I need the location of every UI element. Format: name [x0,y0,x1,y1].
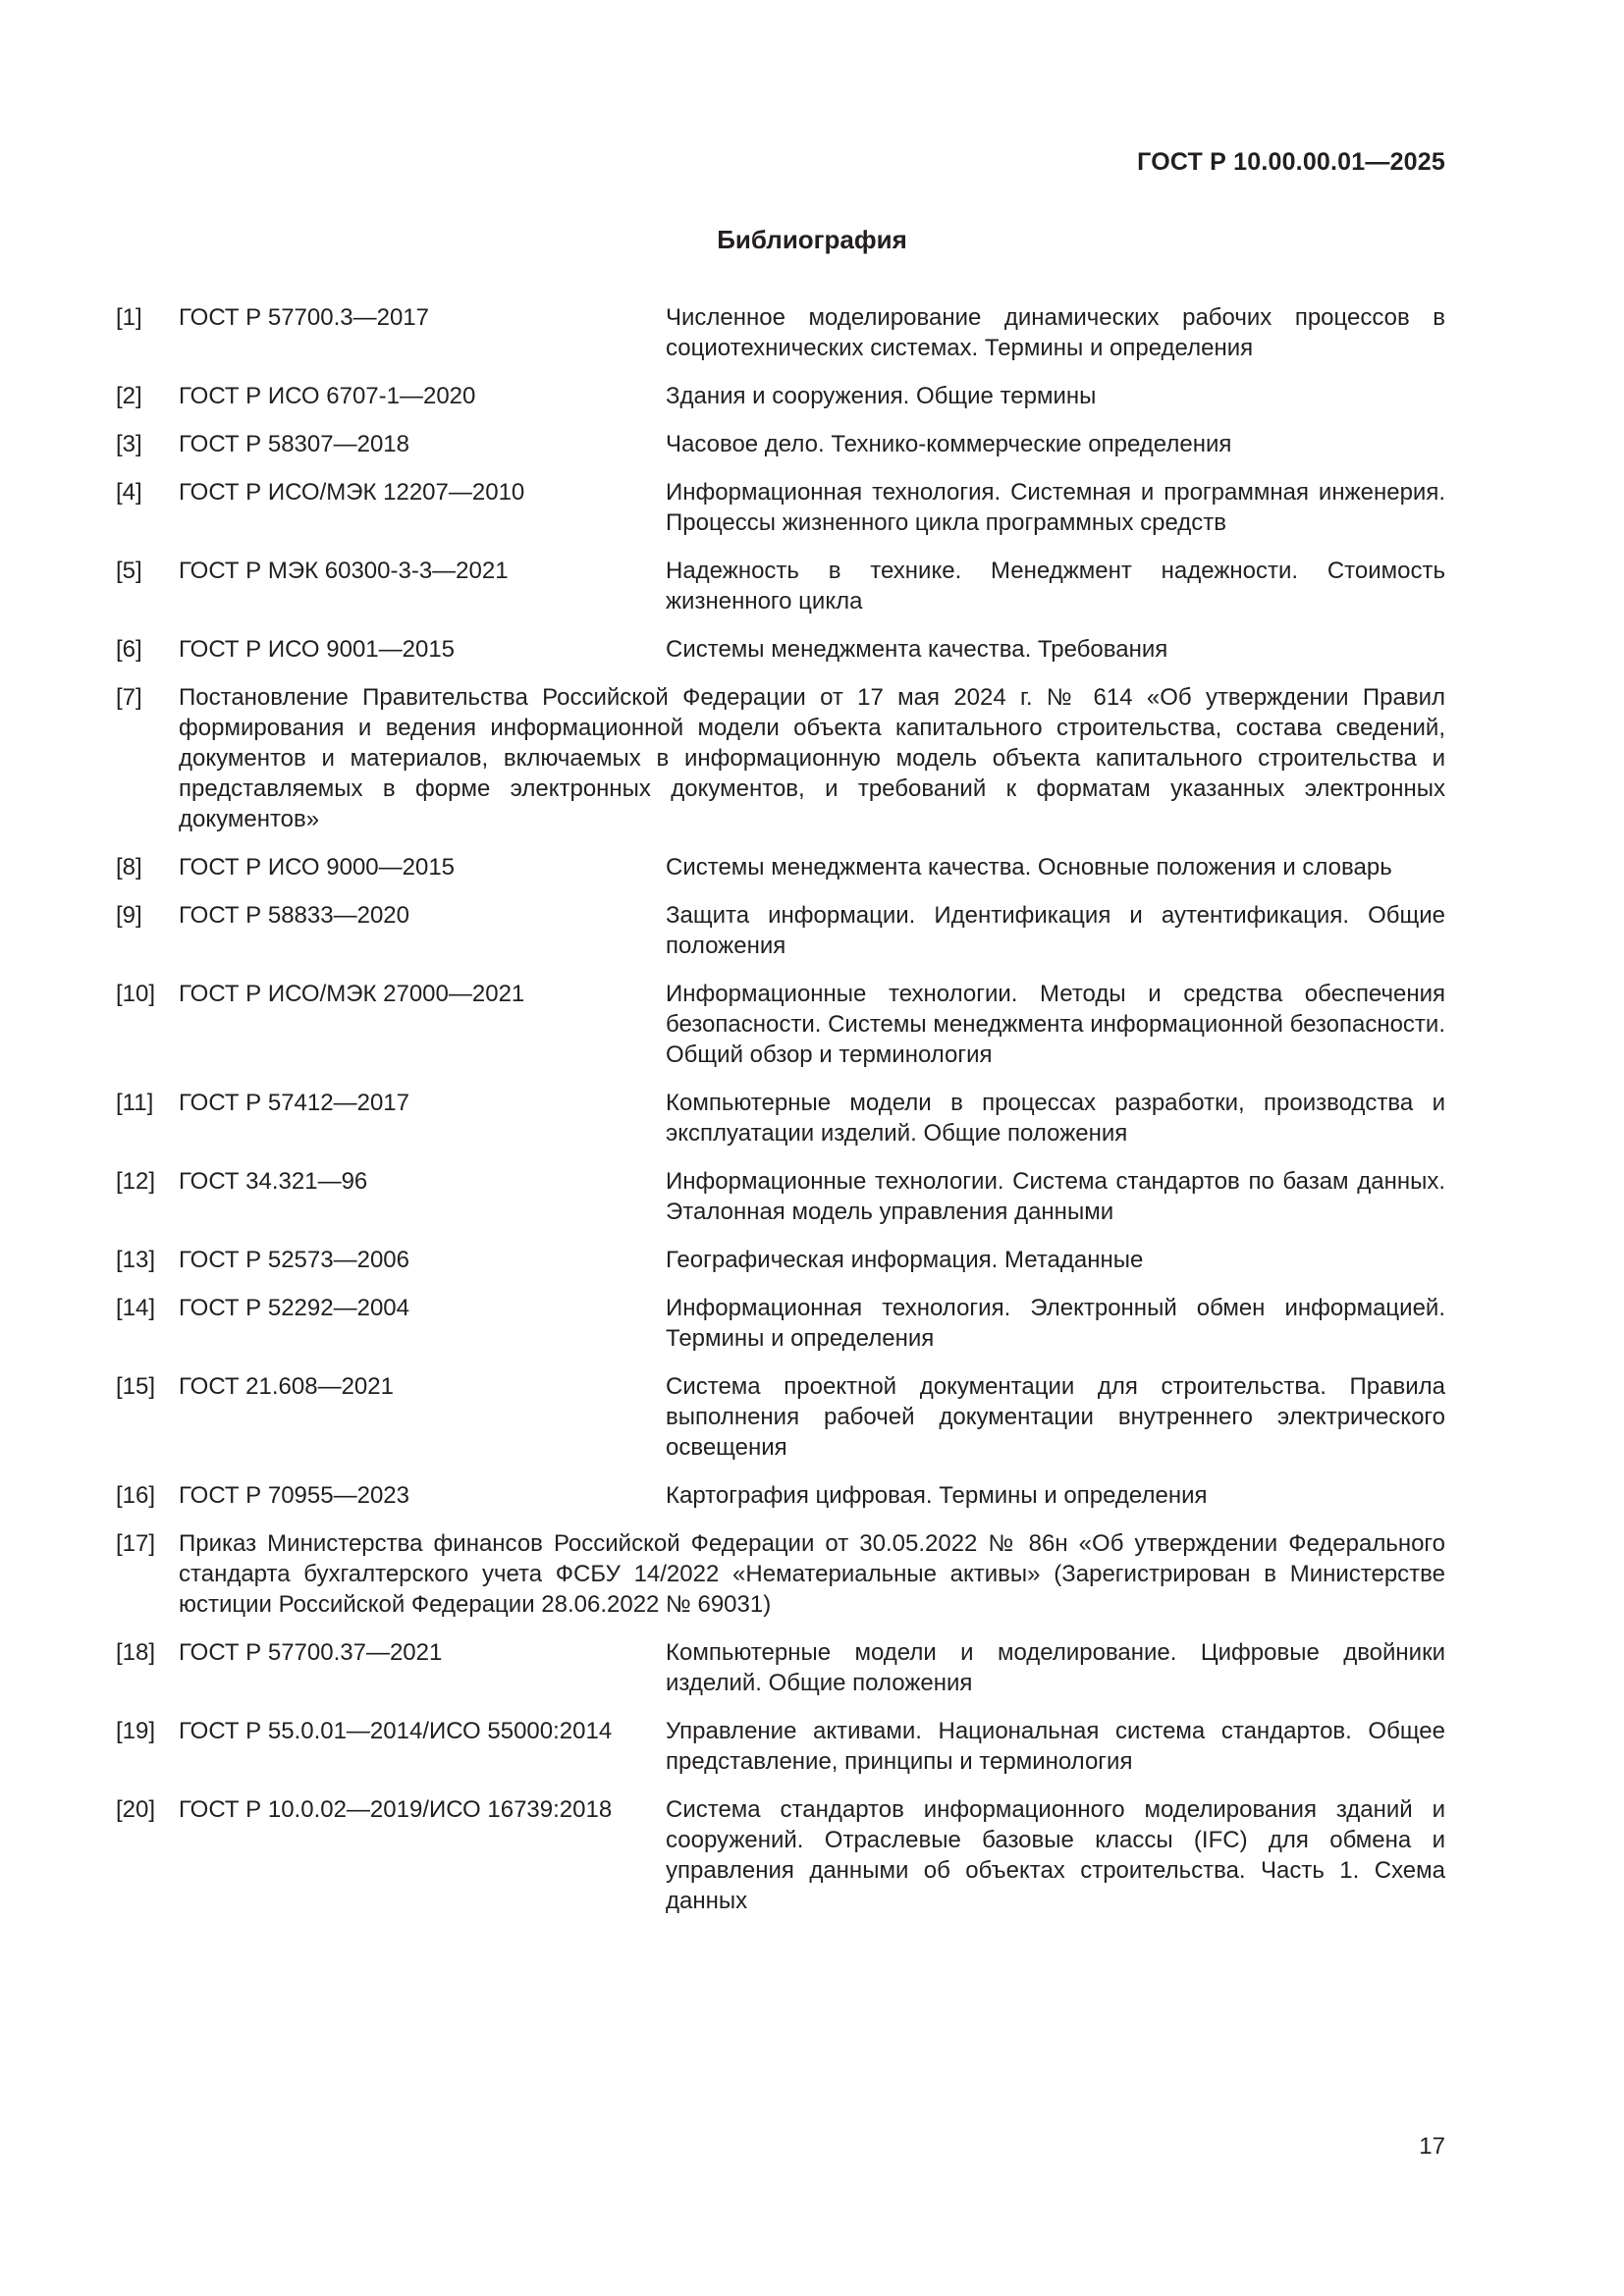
reference-number: [17] [116,1530,156,1557]
reference-title: Информационная технология. Системная и программная инженерия. Процессы жизненного цикла программных средств [666,479,1445,536]
reference-code: ГОСТ Р ИСО 9001—2015 [179,636,456,663]
reference-number: [15] [116,1373,156,1400]
reference-code: ГОСТ Р 10.0.02—2019/ИСО 16739:2018 [179,1796,613,1823]
reference-title: Защита информации. Идентификация и аутентификация. Общие положения [666,902,1445,959]
reference-number: [20] [116,1796,156,1823]
reference-title: Информационная технология. Электронный обмен информацией. Термины и определения [666,1295,1445,1352]
reference-number: [16] [116,1482,156,1509]
reference-number: [18] [116,1639,156,1666]
reference-number: [4] [116,479,142,506]
reference-code: ГОСТ Р 57412—2017 [179,1090,409,1116]
reference-code: ГОСТ Р 57700.37—2021 [179,1639,443,1666]
reference-title: Географическая информация. Метаданные [666,1247,1144,1273]
reference-title: Система проектной документации для строительства. Правила выполнения рабочей документации внутреннего электрического освещения [666,1373,1445,1461]
reference-title: Информационные технологии. Система стандартов по базам данных. Эталонная модель управления данными [666,1168,1445,1225]
reference-item [116,302,1445,363]
reference-title: Системы менеджмента качества. Основные положения и словарь [666,854,1392,881]
reference-full-text: Постановление Правительства Российской Федерации от 17 мая 2024 г. № 614 «Об утверждении Правил формирования и ведения информационной модели объекта капитального строительства, состава сведений, документов и материалов, включаемых в информационную модель объекта капитального строительства и представляемых в форме электронных документов, и требований к форматам указанных электронных документов» [179,684,1445,832]
reference-title: Численное моделирование динамических рабочих процессов в социотехнических системах. Термины и определения [666,304,1445,361]
reference-full-text: Приказ Министерства финансов Российской Федерации от 30.05.2022 № 86н «Об утверждении Федерального стандарта бухгалтерского учета ФСБУ 14/2022 «Нематериальные активы» (Зарегистрирован в Министерстве юстиции Российской Федерации 28.06.2022 № 69031) [179,1530,1445,1618]
reference-number: [11] [116,1090,154,1116]
reference-item [116,381,1445,411]
reference-number: [8] [116,854,142,881]
page-title: Библиография [717,225,907,254]
reference-code: ГОСТ Р 70955—2023 [179,1482,409,1509]
reference-code: ГОСТ Р ИСО 9000—2015 [179,854,456,881]
reference-number: [3] [116,431,142,457]
reference-item [116,1166,1445,1227]
reference-item [116,979,1445,1070]
document-id: ГОСТ Р 10.00.00.01—2025 [1137,148,1445,176]
reference-item [116,556,1445,616]
reference-code: ГОСТ Р 58833—2020 [179,902,409,929]
reference-item [116,900,1445,961]
reference-code: ГОСТ 34.321—96 [179,1168,368,1195]
reference-number: [12] [116,1168,156,1195]
reference-item [116,429,1445,459]
reference-code: ГОСТ Р 58307—2018 [179,431,409,457]
reference-item [116,1716,1445,1777]
reference-number: [13] [116,1247,156,1273]
reference-number: [1] [116,304,142,331]
reference-code: ГОСТ Р МЭК 60300-3-3—2021 [179,558,509,584]
bibliography-list [116,302,1445,1934]
reference-number: [19] [116,1718,156,1744]
reference-code: ГОСТ Р ИСО 6707-1—2020 [179,383,476,409]
reference-title: Система стандартов информационного моделирования зданий и сооружений. Отраслевые базовые классы (IFC) для обмена и управления данными об объектах строительства. Часть 1. Схема данных [666,1796,1445,1914]
reference-item [116,634,1445,665]
reference-number: [9] [116,902,142,929]
reference-item [116,852,1445,882]
reference-code: ГОСТ Р 52292—2004 [179,1295,409,1321]
reference-title: Компьютерные модели в процессах разработки, производства и эксплуатации изделий. Общие положения [666,1090,1445,1147]
reference-code: ГОСТ Р 52573—2006 [179,1247,409,1273]
reference-item [116,1794,1445,1916]
reference-title: Картография цифровая. Термины и определения [666,1482,1208,1509]
reference-number: [10] [116,981,156,1007]
reference-title: Часовое дело. Технико-коммерческие определения [666,431,1232,457]
reference-title: Управление активами. Национальная система стандартов. Общее представление, принципы и терминология [666,1718,1445,1775]
reference-item [116,1480,1445,1511]
reference-title: Надежность в технике. Менеджмент надежности. Стоимость жизненного цикла [666,558,1445,614]
reference-code: ГОСТ Р ИСО/МЭК 12207—2010 [179,479,525,506]
reference-code: ГОСТ Р 57700.3—2017 [179,304,429,331]
reference-item [116,682,1445,834]
reference-number: [6] [116,636,142,663]
reference-item [116,477,1445,538]
reference-number: [5] [116,558,142,584]
reference-item [116,1528,1445,1620]
reference-title: Компьютерные модели и моделирование. Цифровые двойники изделий. Общие положения [666,1639,1445,1696]
page-number: 17 [1419,2133,1445,2160]
reference-item [116,1637,1445,1698]
reference-item [116,1293,1445,1354]
reference-number: [2] [116,383,142,409]
reference-item [116,1371,1445,1463]
reference-number: [14] [116,1295,156,1321]
reference-item [116,1245,1445,1275]
reference-title: Системы менеджмента качества. Требования [666,636,1168,663]
reference-title: Здания и сооружения. Общие термины [666,383,1097,409]
reference-number: [7] [116,684,142,711]
reference-code: ГОСТ Р 55.0.01—2014/ИСО 55000:2014 [179,1718,613,1744]
reference-item [116,1088,1445,1148]
reference-title: Информационные технологии. Методы и средства обеспечения безопасности. Системы менеджмента информационной безопасности. Общий обзор и терминология [666,981,1445,1068]
reference-code: ГОСТ Р ИСО/МЭК 27000—2021 [179,981,525,1007]
reference-code: ГОСТ 21.608—2021 [179,1373,394,1400]
